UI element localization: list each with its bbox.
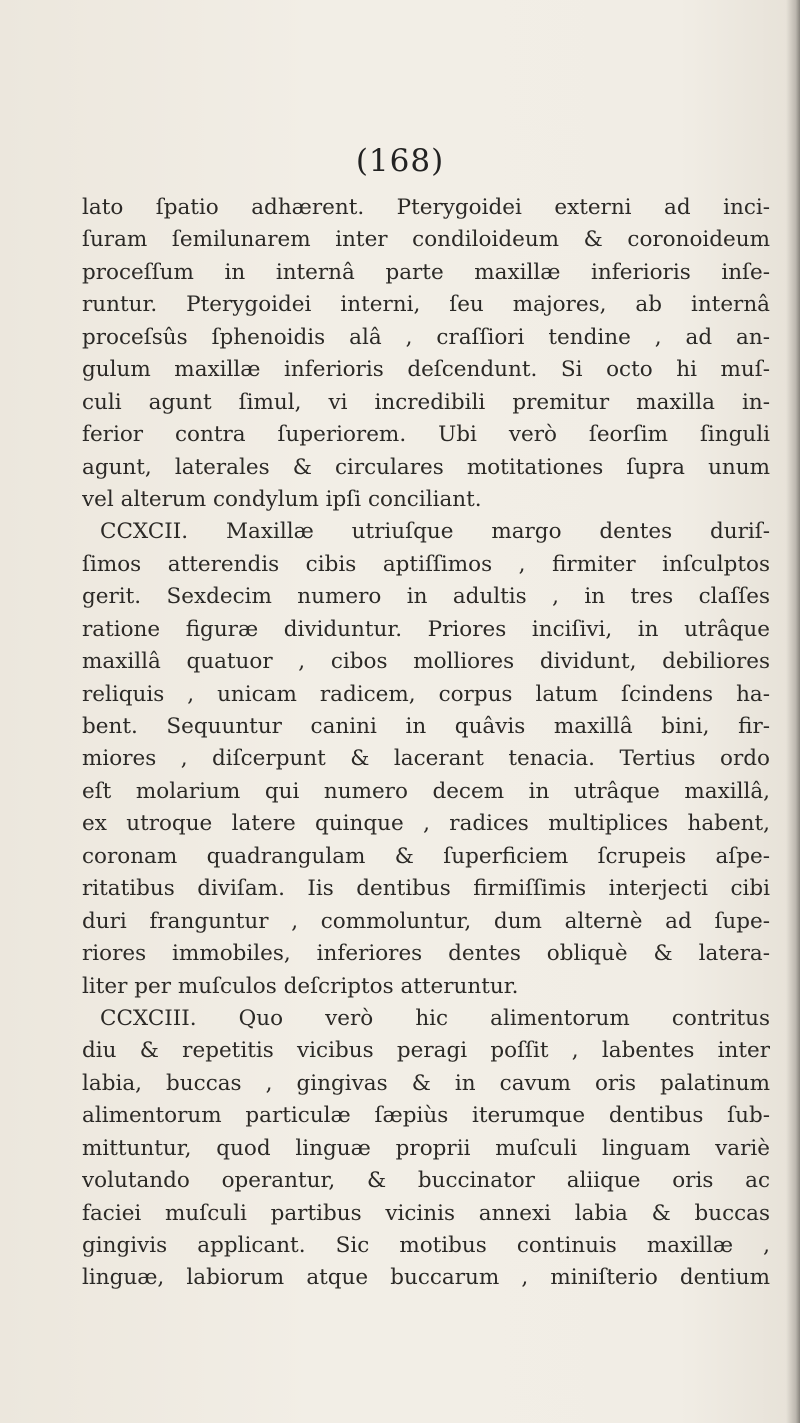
text-line: bent. Sequuntur canini in quâvis maxillâ bini, fir- [82,714,770,739]
text-line: proceſſum in internâ parte maxillæ inferioris inſe- [82,259,770,285]
text-line: faciei muſculi partibus vicinis annexi labia & buccas [82,1200,770,1226]
text-line: miores , diſcerpunt & lacerant tenacia. Tertius ordo [82,746,770,772]
text-line: reliquis , unicam radicem, corpus latum ſcindens ha- [82,681,770,707]
text-line: gingivis applicant. Sic motibus continuis maxillæ , [82,1233,770,1258]
section-heading-line: CCXCII. Maxillæ utriuſque margo dentes duriſ- [100,519,770,545]
text-line: liter per muſculos deſcriptos atteruntur. [82,973,519,999]
text-line: ſuram ſemilunarem inter condiloideum & coronoideum [82,227,770,253]
text-line: linguæ, labiorum atque buccarum , miniſterio dentium [82,1265,770,1291]
body-text [82,192,770,1295]
text-line: agunt, laterales & circulares motitationes ſupra unum [82,454,770,480]
text-line: coronam quadrangulam & ſuperficiem ſcrupeis aſpe- [82,843,770,869]
text-line: ſimos atterendis cibis aptiſſimos , firmiter inſculptos [82,551,770,577]
text-line: riores immobiles, inferiores dentes obliquè & latera- [82,941,770,967]
text-line: ratione figuræ dividuntur. Priores inciſivi, in utrâque [82,616,770,642]
text-line: mittuntur, quod linguæ proprii muſculi linguam variè [82,1135,770,1161]
text-line: alimentorum particulæ ſæpiùs iterumque dentibus ſub- [82,1103,770,1129]
page-number: (168) [355,143,445,179]
text-line: volutando operantur, & buccinator aliique oris ac [82,1168,770,1194]
text-line: gulum maxillæ inferioris deſcendunt. Si octo hi muſ- [82,357,770,383]
text-line: lato ſpatio adhærent. Pterygoidei externi ad inci- [82,195,770,220]
text-line: runtur. Pterygoidei interni, ſeu majores, ab internâ [82,292,770,318]
text-line: eſt molarium qui numero decem in utrâque maxillâ, [82,778,770,804]
text-line: ex utroque latere quinque , radices multiplices habent, [82,811,770,837]
text-line: vel alterum condylum ipſi conciliant. [82,486,482,512]
text-line: ferior contra ſuperiorem. Ubi verò ſeorſim ſinguli [82,422,770,448]
text-line: proceſsûs ſphenoidis alâ , craſſiori tendine , ad an- [82,324,770,350]
text-line: duri franguntur , commoluntur, dum alternè ad ſupe- [82,908,770,934]
text-line: gerit. Sexdecim numero in adultis , in tres claſſes [82,584,770,610]
page-edge-shadow [786,0,800,1423]
text-line: diu & repetitis vicibus peragi poſſit , labentes inter [82,1038,770,1064]
text-line: ritatibus diviſam. Iis dentibus firmiſſimis interjecti cibi [82,876,770,902]
text-line: maxillâ quatuor , cibos molliores dividunt, debiliores [82,649,770,675]
text-line: labia, buccas , gingivas & in cavum oris palatinum [82,1070,770,1096]
text-line: culi agunt ſimul, vi incredibili premitur maxilla in- [82,389,770,415]
section-heading-line: CCXCIII. Quo verò hic alimentorum contritus [100,1005,770,1031]
